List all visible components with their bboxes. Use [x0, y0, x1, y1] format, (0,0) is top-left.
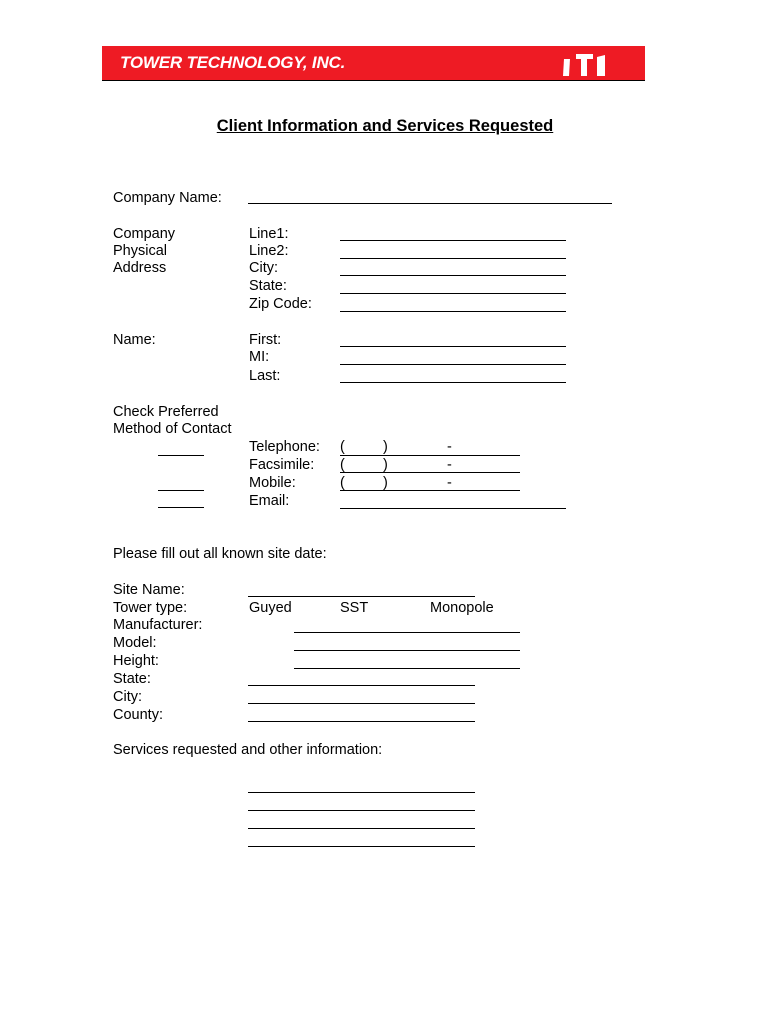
middle-initial-label: MI:	[249, 349, 270, 365]
site-state-field[interactable]	[248, 685, 475, 686]
mobile-field[interactable]	[340, 490, 520, 491]
name-label: Name:	[113, 332, 156, 348]
address-label-line2: Physical	[113, 243, 167, 259]
model-label: Model:	[113, 635, 157, 651]
county-label: County:	[113, 707, 163, 723]
state-label: State:	[249, 278, 287, 294]
tower-type-label: Tower type:	[113, 600, 188, 616]
facsimile-label: Facsimile:	[249, 457, 315, 473]
address-label-line1: Company	[113, 226, 176, 242]
height-field[interactable]	[294, 668, 520, 669]
email-label: Email:	[249, 493, 290, 509]
first-name-field[interactable]	[340, 346, 566, 347]
mobile-checkbox[interactable]	[158, 490, 204, 491]
site-state-label: State:	[113, 671, 151, 687]
contact-method-label-line1: Check Preferred	[113, 404, 219, 420]
tti-logo-icon	[560, 50, 608, 77]
manufacturer-field[interactable]	[294, 632, 520, 633]
zip-code-field[interactable]	[340, 311, 566, 312]
site-intro-text: Please fill out all known site date:	[113, 546, 327, 562]
telephone-checkbox[interactable]	[158, 455, 204, 456]
services-field-line[interactable]	[248, 810, 475, 811]
company-name-label: Company Name:	[113, 190, 222, 206]
mobile-dash: -	[447, 475, 452, 491]
manufacturer-label: Manufacturer:	[113, 617, 203, 633]
mobile-label: Mobile:	[249, 475, 296, 491]
line2-field[interactable]	[340, 258, 566, 259]
services-field-line[interactable]	[248, 792, 475, 793]
header-underline	[102, 80, 645, 81]
site-name-field[interactable]	[248, 596, 475, 597]
last-name-label: Last:	[249, 368, 281, 384]
services-field-line[interactable]	[248, 846, 475, 847]
state-field[interactable]	[340, 293, 566, 294]
city-label: City:	[249, 260, 278, 276]
telephone-field[interactable]	[340, 455, 520, 456]
services-field-line[interactable]	[248, 828, 475, 829]
mobile-paren-open: (	[340, 475, 345, 491]
services-label: Services requested and other information:	[113, 742, 383, 758]
height-label: Height:	[113, 653, 159, 669]
site-name-label: Site Name:	[113, 582, 185, 598]
first-name-label: First:	[249, 332, 282, 348]
tower-type-monopole[interactable]: Monopole	[430, 600, 494, 616]
company-name: TOWER TECHNOLOGY, INC.	[120, 53, 346, 72]
facsimile-dash: -	[447, 457, 452, 473]
tower-type-sst[interactable]: SST	[340, 600, 369, 616]
telephone-paren-open: (	[340, 439, 345, 455]
site-city-label: City:	[113, 689, 142, 705]
county-field[interactable]	[248, 721, 475, 722]
facsimile-paren-close: )	[383, 457, 388, 473]
contact-method-label-line2: Method of Contact	[113, 421, 232, 437]
telephone-paren-close: )	[383, 439, 388, 455]
mobile-paren-close: )	[383, 475, 388, 491]
model-field[interactable]	[294, 650, 520, 651]
tower-type-guyed[interactable]: Guyed	[249, 600, 292, 616]
company-name-field[interactable]	[248, 203, 612, 204]
telephone-dash: -	[447, 439, 452, 455]
city-field[interactable]	[340, 275, 566, 276]
line1-label: Line1:	[249, 226, 289, 242]
facsimile-field[interactable]	[340, 472, 520, 473]
address-label-line3: Address	[113, 260, 167, 276]
zip-code-label: Zip Code:	[249, 296, 312, 312]
middle-initial-field[interactable]	[340, 364, 566, 365]
last-name-field[interactable]	[340, 382, 566, 383]
page-title: Client Information and Services Requested	[216, 117, 554, 135]
site-city-field[interactable]	[248, 703, 475, 704]
email-checkbox[interactable]	[158, 507, 204, 508]
telephone-label: Telephone:	[249, 439, 320, 455]
facsimile-paren-open: (	[340, 457, 345, 473]
line2-label: Line2:	[249, 243, 289, 259]
email-field[interactable]	[340, 508, 566, 509]
line1-field[interactable]	[340, 240, 566, 241]
